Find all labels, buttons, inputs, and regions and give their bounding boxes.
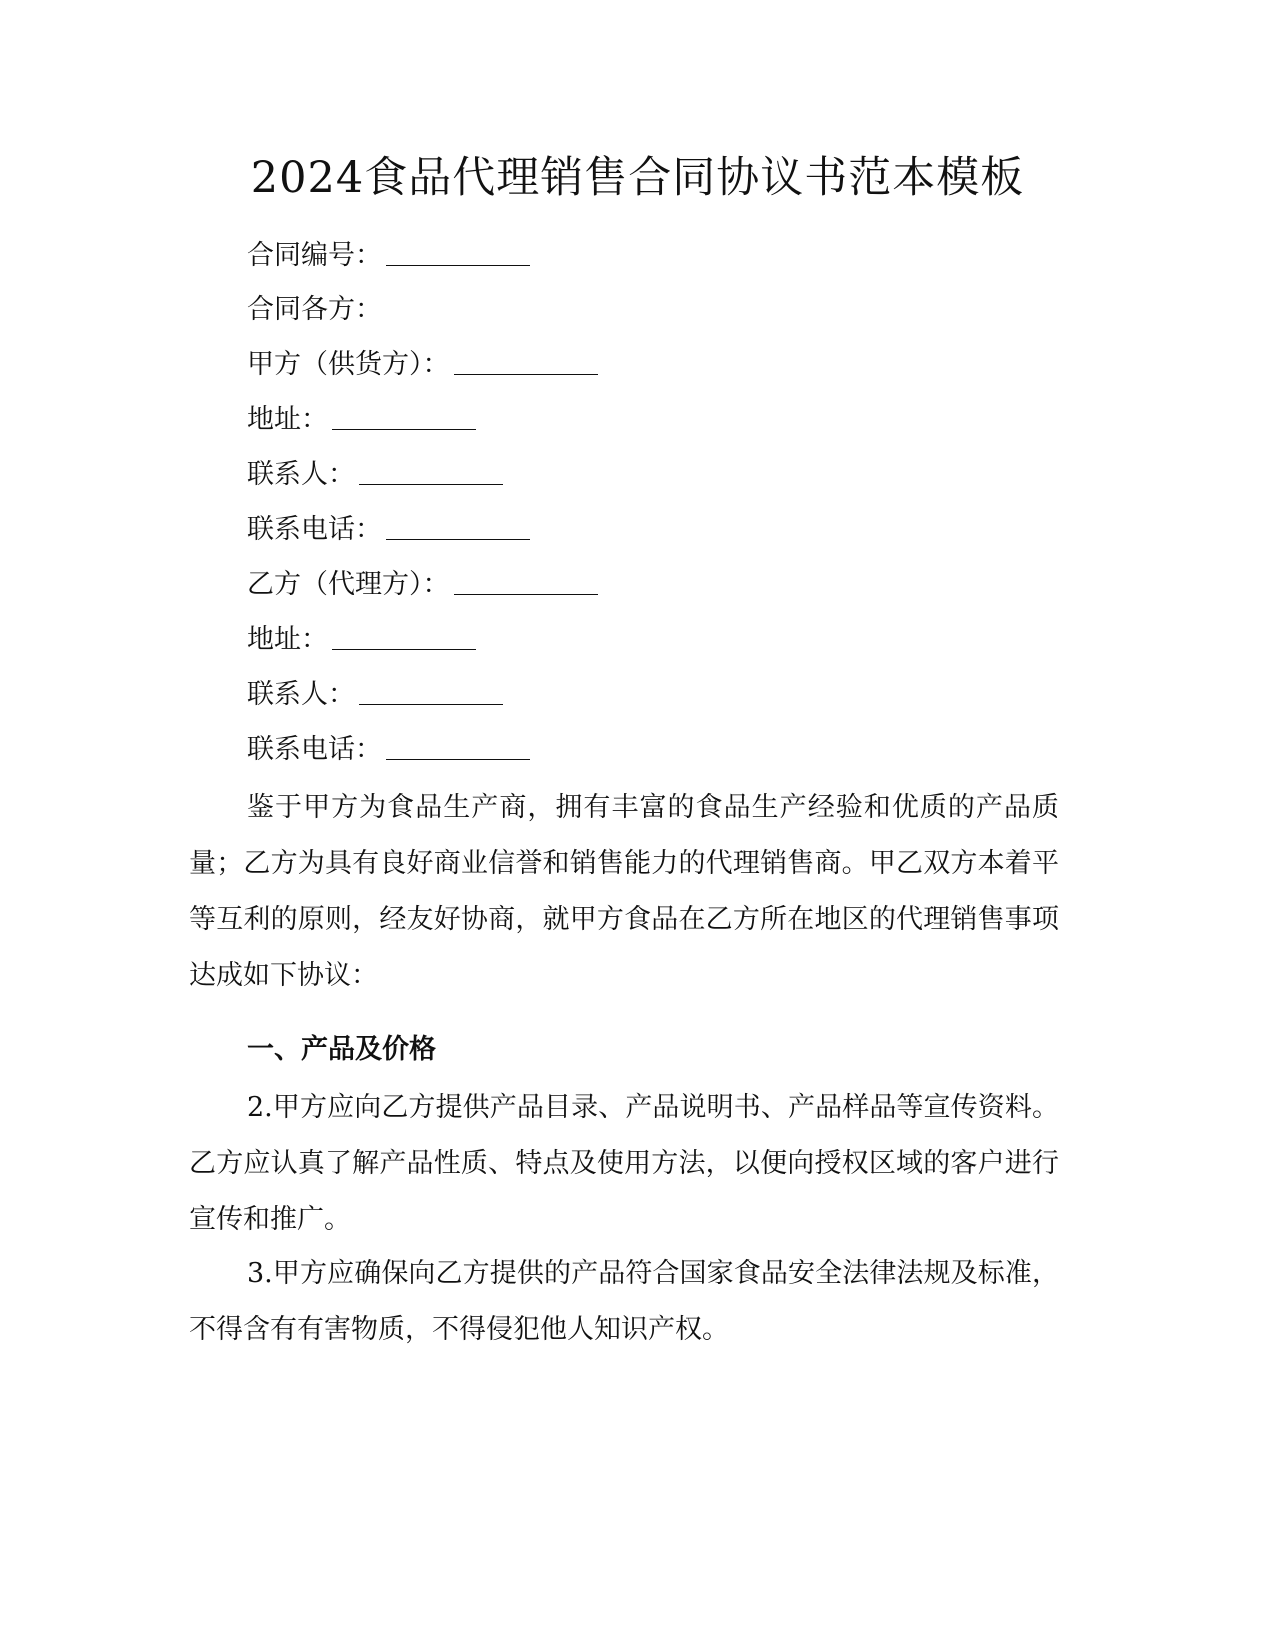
field-label: 合同各方： xyxy=(247,294,382,325)
clause-3-paragraph: 3.甲方应确保向乙方提供的产品符合国家食品安全法律法规及标准，不得含有有害物质，不得侵犯他人知识产权。 xyxy=(189,1258,1059,1345)
party-b-field xyxy=(247,565,598,605)
field-label: 甲方（供货方）： xyxy=(247,349,450,380)
fill-in-blank xyxy=(332,620,476,650)
contract-parties-field xyxy=(247,290,382,330)
fill-in-blank xyxy=(386,730,530,760)
clause-2-paragraph: 2.甲方应向乙方提供产品目录、产品说明书、产品样品等宣传资料。乙方应认真了解产品性质、特点及使用方法，以便向授权区域的客户进行宣传和推广。 xyxy=(189,1092,1059,1235)
party-a-address-field xyxy=(247,400,476,440)
field-label: 联系人： xyxy=(247,459,355,490)
field-label: 联系电话： xyxy=(247,514,382,545)
fill-in-blank xyxy=(454,345,598,375)
party-b-address-field xyxy=(247,620,476,660)
fill-in-blank xyxy=(454,565,598,595)
party-a-field xyxy=(247,345,598,385)
fill-in-blank xyxy=(386,236,530,266)
field-label: 联系人： xyxy=(247,679,355,710)
fill-in-blank xyxy=(386,510,530,540)
fill-in-blank xyxy=(359,675,503,705)
field-label: 乙方（代理方）： xyxy=(247,569,450,600)
field-label: 联系电话： xyxy=(247,734,382,765)
field-label: 合同编号： xyxy=(247,240,382,271)
fill-in-blank xyxy=(359,455,503,485)
field-label: 地址： xyxy=(247,404,328,435)
intro-paragraph: 鉴于甲方为食品生产商，拥有丰富的食品生产经验和优质的产品质量；乙方为具有良好商业信誉和销售能力的代理销售商。甲乙双方本着平等互利的原则，经友好协商，就甲方食品在乙方所在地区的代理销售事项达成如下协议： xyxy=(189,792,1059,991)
document-title: 2024食品代理销售合同协议书范本模板 xyxy=(250,153,1025,203)
party-a-phone-field xyxy=(247,510,530,550)
section-heading: 一、产品及价格 xyxy=(247,1034,436,1065)
party-a-contact-field xyxy=(247,455,503,495)
contract-number-field xyxy=(247,236,530,276)
fill-in-blank xyxy=(332,400,476,430)
field-label: 地址： xyxy=(247,624,328,655)
party-b-phone-field xyxy=(247,730,530,770)
party-b-contact-field xyxy=(247,675,503,715)
